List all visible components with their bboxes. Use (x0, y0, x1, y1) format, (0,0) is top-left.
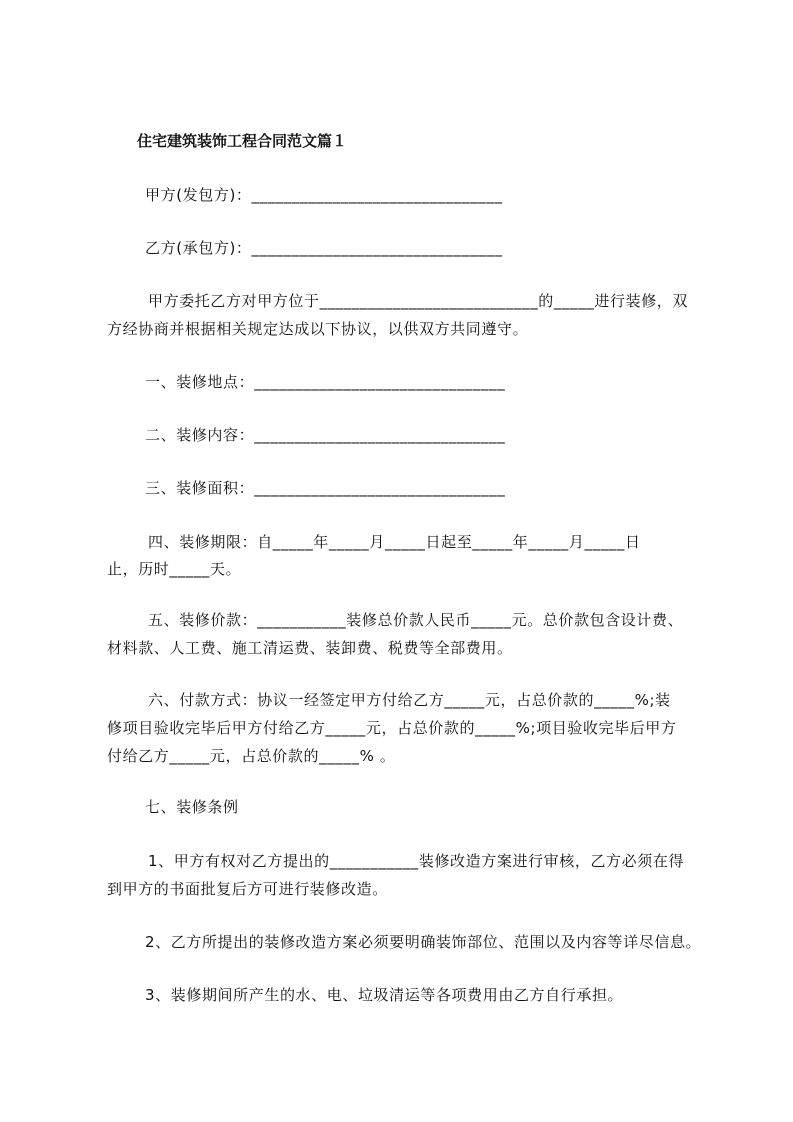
item-price-line-1: 五、装修价款：___________装修总价款人民币_____元。总价款包含设计费、 (148, 611, 684, 629)
item-content: 二、装修内容：_______________________________ (145, 426, 506, 444)
clause-2: 2、乙方所提出的装修改造方案必须要明确装饰部位、范围以及内容等详尽信息。 (145, 933, 702, 951)
item-payment-line-1: 六、付款方式：协议一经签定甲方付给乙方_____元，占总价款的_____%;装 (148, 691, 671, 709)
intro-line-1: 甲方委托乙方对甲方位于___________________________的_____进行装修，双 (148, 292, 689, 310)
item-location: 一、装修地点：_______________________________ (145, 373, 506, 391)
item-rules-heading: 七、装修条例 (145, 798, 239, 816)
item-area: 三、装修面积：_______________________________ (145, 479, 506, 497)
item-price-line-2: 材料款、人工费、施工清运费、装卸费、税费等全部费用。 (107, 639, 513, 657)
clause-1-line-1: 1、甲方有权对乙方提出的___________装修改造方案进行审核，乙方必须在得 (148, 852, 685, 870)
clause-3: 3、装修期间所产生的水、电、垃圾清运等各项费用由乙方自行承担。 (145, 986, 624, 1004)
intro-line-2: 方经协商并根据相关规定达成以下协议，以供双方共同遵守。 (107, 320, 529, 338)
item-period-line-1: 四、装修期限：自_____年_____月_____日起至_____年_____月_____日 (148, 533, 641, 551)
document-title: 住宅建筑装饰工程合同范文篇１ (137, 132, 348, 150)
item-period-line-2: 止，历时_____天。 (107, 560, 242, 578)
item-payment-line-2: 修项目验收完毕后甲方付给乙方_____元，占总价款的_____%;项目验收完毕后甲方 (107, 719, 677, 737)
clause-1-line-2: 到甲方的书面批复后方可进行装修改造。 (107, 880, 388, 898)
item-payment-line-3: 付给乙方_____元，占总价款的_____% 。 (107, 747, 396, 765)
party-a-line: 甲方(发包方)：_______________________________ (145, 186, 503, 204)
party-b-line: 乙方(承包方)：_______________________________ (145, 239, 503, 257)
